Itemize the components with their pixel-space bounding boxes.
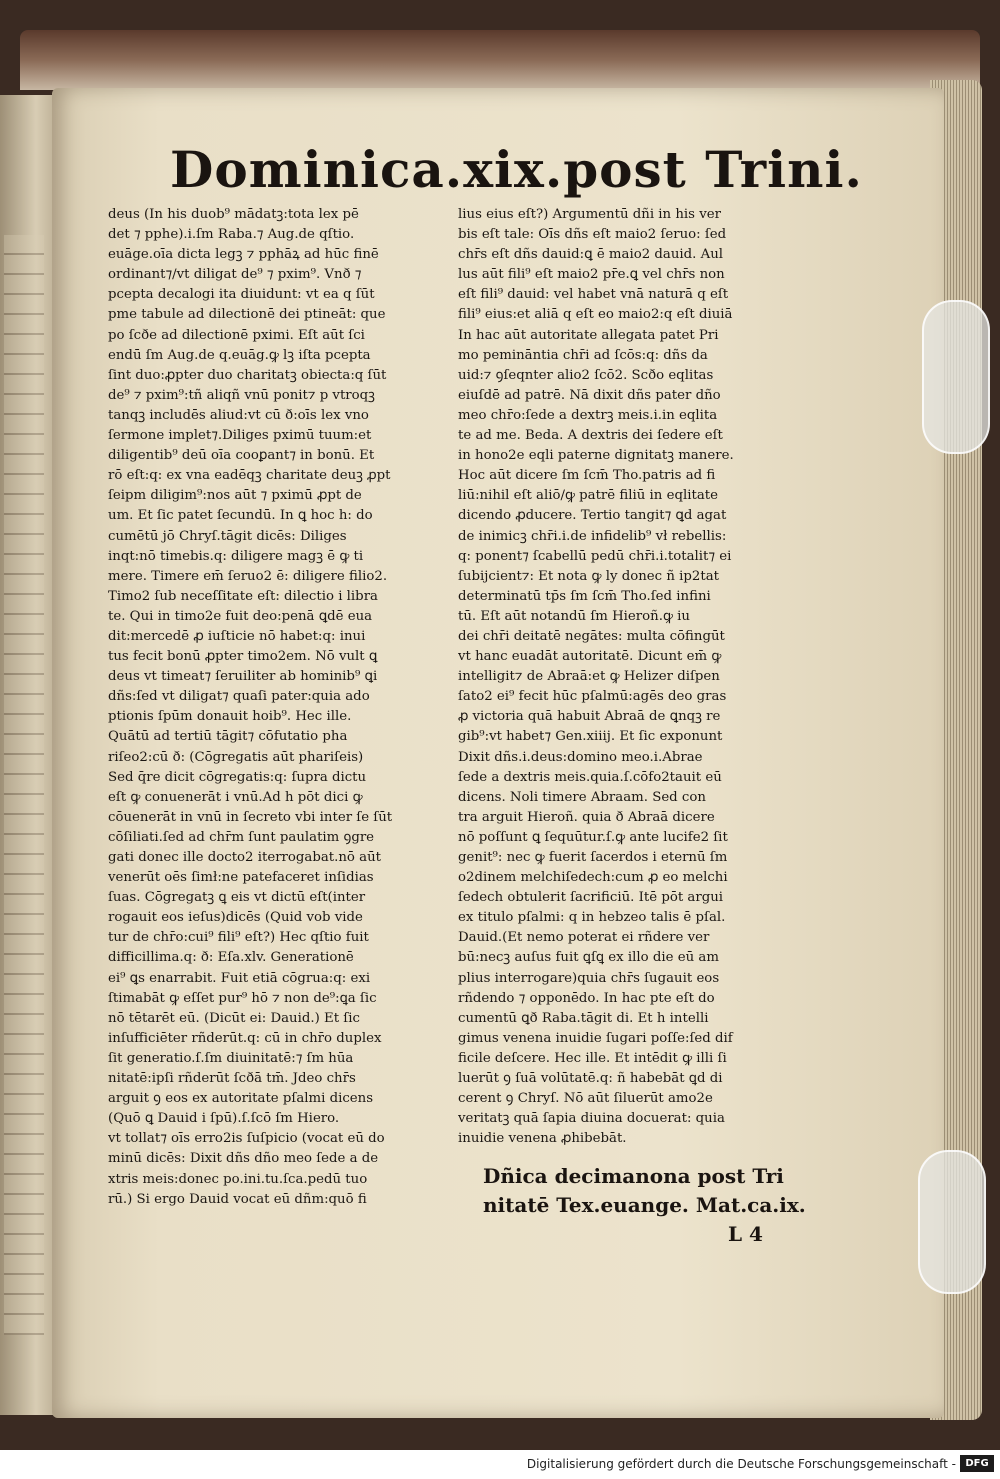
text-line: nō poſſunt ꝗ ſequūtur.ſ.ꝙ ante lucife2 ſit	[458, 829, 728, 845]
text-line: Hoc aūt dicere ſm ſcm̄ Tho.patris ad fi	[458, 468, 716, 484]
right-text-column	[458, 205, 803, 1149]
text-line: ſit generatio.ſ.ſm diuinitatē:⁊ ſm hūa	[108, 1050, 354, 1066]
text-line: ordinant⁊/vt diligat de⁹ ⁊ pxim⁹. Vnð ⁊	[108, 267, 362, 283]
text-line: cumentū ꝗð Raba.tāgit di. Et h intelli	[458, 1010, 709, 1026]
text-line: ſeipm diligim⁹:nos aūt ⁊ pximū ꝓpt de	[108, 488, 362, 504]
text-line: dicendo ꝓducere. Tertio tangit⁊ ꝗd agat	[458, 508, 727, 524]
text-line: xtris meis:donec po.ini.tu.ſca.pedū tuo	[108, 1171, 368, 1187]
text-line: In hac aūt autoritate allegata patet Pri	[458, 327, 719, 343]
text-line: pme tabule ad dilectionē dei ptineāt: que	[108, 307, 386, 323]
section-heading	[483, 1162, 818, 1220]
text-line: ſedech obtulerit ſacrificiū. Itē pōt argui	[458, 890, 724, 906]
text-line: dei chr̄i deitatē negātes: multa cōfingūt	[458, 628, 725, 644]
text-line: nitatē:ipſi rñderūt ſcðā tm̄. Jdeo chr̄s	[108, 1071, 356, 1087]
text-line: ficile deſcere. Hec ille. Et intēdit ꝙ illi ſi	[458, 1050, 727, 1066]
text-line: ſubijcient⁊: Et nota ꝙ ly donec ñ ip2tat	[458, 568, 719, 584]
footer-bar	[0, 1450, 1000, 1479]
text-line: inuidie venena ꝓhibebāt.	[458, 1131, 627, 1147]
text-line: liū:nihil eſt aliō/ꝙ patrē filiū in eqlitate	[458, 488, 718, 504]
text-line: tra arguit Hieroñ. quia ð Abraā dicere	[458, 809, 715, 825]
text-line: tus fecit bonū ꝓpter timo2em. Nō vult ꝗ	[108, 649, 378, 665]
text-line: deus (In his duob⁹ mādatꝫ:tota lex pē	[108, 207, 359, 222]
text-line: mo pemināntia chr̄i ad ſcōs:q: dñs da	[458, 347, 708, 363]
text-line: gib⁹:vt habet⁊ Gen.xiiij. Et ſic exponunt	[458, 729, 723, 745]
text-line: ptionis ſpūm donauit hoib⁹. Hec ille.	[108, 709, 352, 725]
text-line: vt tollat⁊ oīs erro2is ſuſpicio (vocat eū do	[108, 1131, 385, 1147]
text-line: chr̄s eſt dñs dauid:ꝗ ē maio2 dauid. Aul	[458, 247, 724, 263]
page-clip-top	[922, 300, 990, 454]
text-line: cōſiliati.ſed ad chr̄m ſunt paulatim ꝯgre	[108, 829, 375, 845]
text-line: tū. Eſt aūt notandū ſm Hieroñ.ꝙ iu	[458, 608, 690, 624]
text-line: dit:mercedē ꝓ iuſticie nō habet:q: inui	[108, 628, 366, 644]
text-line: ſuas. Cōgregatꝫ ꝗ eis vt dictū eſt(inter	[108, 890, 366, 906]
text-line: pcepta decalogi ita diuidunt: vt ea q ſūt	[108, 287, 375, 303]
text-line: veritatꝫ quā ſapia diuina docuerat: quia	[458, 1111, 725, 1127]
text-line: diligentib⁹ deū oīa cooꝑant⁊ in bonū. Et	[108, 448, 375, 464]
text-line: po ſcðe ad dilectionē pximi. Eſt aūt ſci	[108, 327, 365, 343]
text-line: determinatū tp̄s ſm ſcm̄ Tho.ſed infini	[458, 588, 711, 604]
text-line: eiuſdē ad patrē. Nā dixit dñs pater dño	[458, 387, 721, 403]
text-line: ſato2 ei⁹ fecit hūc pſalmū:agēs deo gras	[458, 689, 727, 705]
text-line: lius eius eſt?) Argumentū dñi in his ver	[458, 207, 721, 222]
text-line: ex titulo pſalmi: q in hebzeo talis ē pſal.	[458, 910, 726, 926]
text-line: arguit ꝯ eos ex autoritate pſalmi dicens	[108, 1091, 374, 1107]
text-line: ſint duo:ꝓpter duo charitatꝫ obiecta:q ſūt	[108, 367, 387, 383]
text-line: deus vt timeat⁊ ſeruiliter ab hominib⁹ ꝗi	[108, 669, 378, 685]
text-line: vt hanc euadāt autoritatē. Dicunt em̄ ꝙ	[458, 649, 722, 665]
text-line: ſermone implet⁊.Diliges pximū tuum:et	[108, 428, 372, 444]
book-top-edge	[20, 30, 980, 90]
section-heading-line-2: nitatē Tex.euange. Mat.ca.ix.	[483, 1193, 806, 1217]
section-heading-line-1: Dñica decimanona post Tri	[483, 1164, 784, 1188]
text-line: det ⁊ pphe).i.ſm Raba.⁊ Aug.de qſtio.	[108, 227, 355, 243]
text-line: nō tētarēt eū. (Dicūt ei: Dauid.) Et ſic	[108, 1010, 360, 1026]
text-line: gimus venena inuidie ſugari poſſe:ſed dif	[458, 1030, 733, 1046]
text-line: tur de chr̄o:cui⁹ fili⁹ eſt?) Hec qſtio fuit	[108, 930, 369, 946]
text-line: venerūt oēs ſimł:ne patefaceret inſidias	[108, 870, 374, 886]
text-line: ei⁹ ꝗs enarrabit. Fuit etiā cōgrua:q: exi	[108, 970, 371, 986]
dfg-logo: DFG	[960, 1455, 994, 1472]
text-line: (Quō ꝗ Dauid i ſpū).ſ.ſcō ſm Hiero.	[108, 1111, 340, 1127]
text-line: plius interrogare)quia chr̄s ſugauit eos	[458, 970, 720, 986]
text-line: de inimicꝫ chr̄i.i.de infidelib⁹ vł rebellis:	[458, 528, 727, 544]
text-line: um. Et ſic patet ſecundū. In ꝗ hoc h: do	[108, 508, 373, 524]
left-page-text-bleed	[4, 235, 44, 1335]
text-line: rñdendo ⁊ opponēdo. In hac pte eſt do	[458, 990, 715, 1006]
signature-mark: L 4	[728, 1222, 763, 1246]
text-line: euāge.oīa dicta legꝫ ⁊ pphāꝝ ad hūc finē	[108, 247, 379, 263]
left-page-edge	[0, 95, 60, 1415]
text-line: o2dinem melchiſedech:cum ꝓ eo melchi	[458, 870, 728, 886]
text-line: mere. Timere em̄ ſeruo2 ē: diligere filio2.	[108, 568, 388, 584]
text-line: gati donec ille docto2 iterrogabat.nō aūt	[108, 850, 382, 865]
text-line: ſtimabāt ꝙ eſſet pur⁹ hō ⁊ non de⁹:ꝗa ſic	[108, 990, 377, 1006]
text-line: te. Qui in timo2e fuit deo:penā ꝗdē eua	[108, 608, 373, 624]
text-line: Dixit dñs.i.deus:domino meo.i.Abrae	[458, 749, 703, 765]
text-line: riſeo2:cū ð: (Cōgregatis aūt phariſeis)	[108, 749, 364, 765]
text-line: in hono2e eqli paterne dignitatꝫ manere.	[458, 448, 734, 464]
text-line: cerent ꝯ Chryſ. Nō aūt ſiluerūt amo2e	[458, 1091, 713, 1107]
text-line: ꝓ victoria quā habuit Abraā de ꝗnqꝫ re	[458, 709, 721, 725]
text-line: rō eſt:q: ex vna eadēqꝫ charitate deuꝫ ꝓpt	[108, 468, 391, 484]
text-line: dicens. Noli timere Abraam. Sed con	[458, 789, 706, 805]
text-line: Dauid.(Et nemo poterat ei rñdere ver	[458, 930, 710, 946]
text-line: cōuenerāt in vnū in ſecreto vbi inter ſe ſūt	[108, 809, 393, 825]
page-title: Dominica.xix.post Trini.	[170, 140, 863, 199]
text-line: inqt:nō timebis.q: diligere magꝫ ē ꝙ ti	[108, 548, 364, 564]
text-line: q: ponent⁊ ſcabellū pedū chr̄i.i.totalit⁊ ei	[458, 548, 732, 564]
text-line: de⁹ ⁊ pxim⁹:tñ aliqñ vnū ponit⁊ p vtroqꝫ	[108, 387, 375, 403]
text-line: Quātū ad tertiū tāgit⁊ cōfutatio pha	[108, 729, 348, 745]
text-line: eſt fili⁹ dauid: vel habet vnā naturā q eſt	[458, 287, 729, 303]
text-line: tanqꝫ includēs aliud:vt cū ð:oīs lex vno	[108, 407, 369, 423]
text-line: difficillima.q: ð: Eſa.xlv. Generationē	[108, 950, 354, 966]
text-line: genit⁹: nec ꝙ fuerit ſacerdos i eternū ſm	[458, 850, 728, 865]
text-line: lus aūt fili⁹ eſt maio2 pr̄e.ꝗ vel chr̄s non	[458, 267, 725, 283]
text-line: dñs:ſed vt diligat⁊ quaſi pater:quia ado	[108, 689, 370, 705]
text-line: minū dicēs: Dixit dñs dño meo ſede a de	[108, 1151, 379, 1167]
text-line: cumētū jō Chryſ.tāgit dicēs: Diliges	[108, 528, 347, 544]
text-line: luerūt ꝯ ſuā volūtatē.q: ñ habebāt ꝗd di	[458, 1071, 723, 1087]
text-line: eſt ꝙ conuenerāt i vnū.Ad h pōt dici ꝙ	[108, 789, 363, 805]
text-line: Timo2 ſub neceſſitate eſt: dilectio i libra	[108, 588, 378, 604]
text-line: rū.) Si ergo Dauid vocat eū dñm:quō fi	[108, 1191, 367, 1207]
page-clip-bottom	[918, 1150, 986, 1294]
text-line: meo chr̄o:ſede a dextrꝫ meis.i.in eqlita	[458, 407, 718, 423]
text-line: rogauit eos ieſus)dicēs (Quid vob vide	[108, 910, 363, 926]
text-line: te ad me. Beda. A dextris dei ſedere eſt	[458, 428, 723, 444]
text-line: intelligit⁊ de Abraā:et ꝙ Helizer diſpen	[458, 669, 720, 685]
left-text-column	[108, 205, 453, 1210]
text-line: bis eſt tale: Oīs dñs eſt maio2 ſeruo: ſed	[458, 227, 727, 243]
text-line: fili⁹ eius:et aliā q eſt eo maio2:q eſt diuiā	[458, 307, 733, 323]
text-line: ſede a dextris meis.quia.ſ.cōfo2tauit eū	[458, 769, 722, 785]
text-line: inſufficiēter rñderūt.q: cū in chr̄o duplex	[108, 1030, 382, 1046]
text-line: endū ſm Aug.de q.euāg.ꝙ lꝫ iſta pcepta	[108, 347, 371, 363]
text-line: Sed q̄re dicit cōgregatis:q: ſupra dictu	[108, 769, 367, 785]
text-line: uid:⁊ ꝯſeqnter alio2 ſcō2. Scðo eqlitas	[458, 367, 714, 383]
footer-credit: Digitalisierung gefördert durch die Deutsche Forschungsgemeinschaft -	[526, 1457, 956, 1471]
text-line: bū:necꝫ auſus fuit ꝗſꝗ ex illo die eū am	[458, 950, 719, 966]
